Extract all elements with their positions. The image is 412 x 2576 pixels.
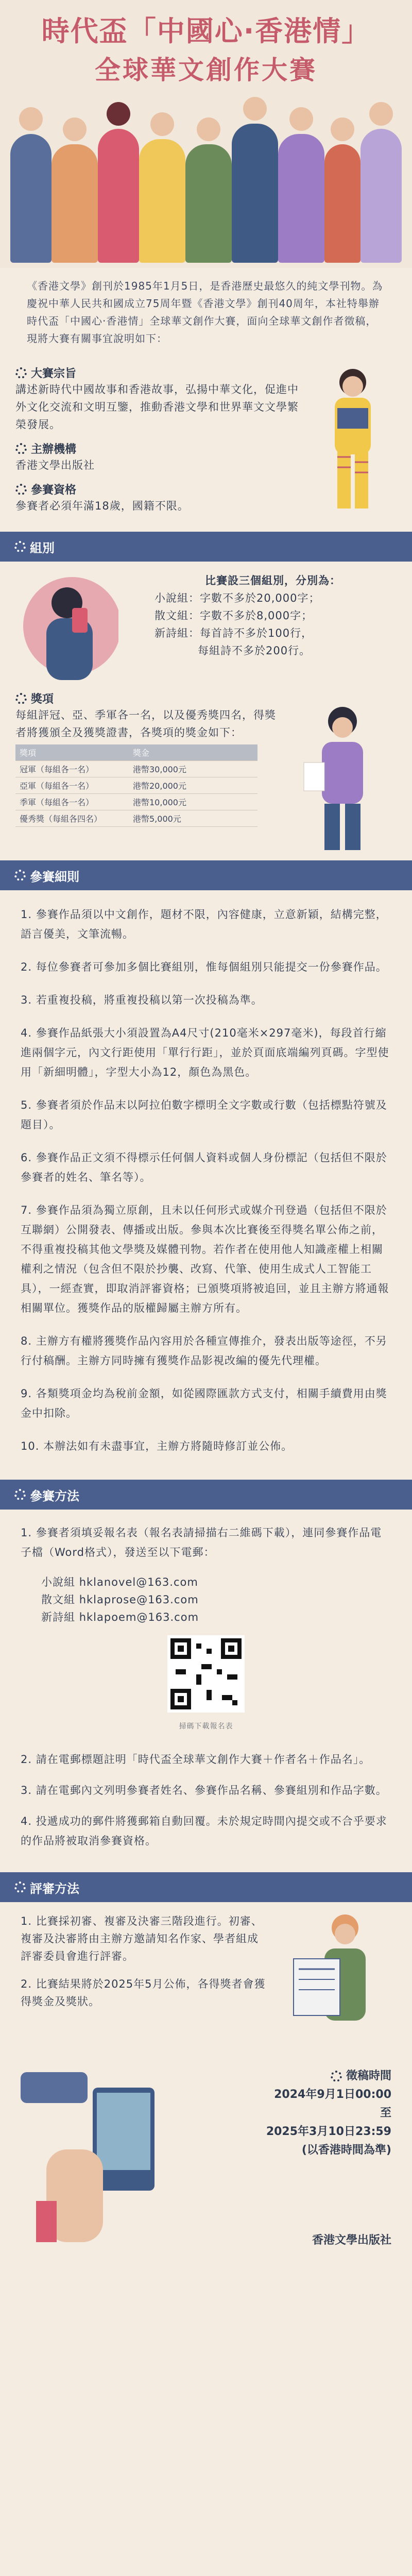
organizer-heading: 主辦機構 (15, 440, 304, 456)
judging-heading: 評審方法 (0, 1872, 412, 1902)
hand-book-illustration (15, 2067, 160, 2247)
deadline-heading: 徵稿時間 (206, 2067, 391, 2086)
hero-title: 時代盃「中國心·香港情」 (41, 15, 371, 47)
qr-code[interactable] (167, 1635, 245, 1713)
person-illustration (52, 144, 98, 263)
email-link[interactable]: hklapoem@163.com (79, 1611, 199, 1623)
email-link[interactable]: hklaprose@163.com (79, 1594, 199, 1606)
rule-item: 5. 參賽者須於作品末以阿拉伯數字標明全文字數或行數（包括標點符號及題目）。 (21, 1099, 387, 1131)
table-row: 亞軍（每組各一名） 港幣20,000元 (15, 777, 258, 794)
table-row: 優秀獎（每組各四名） 港幣5,000元 (15, 810, 258, 827)
gear-icon (331, 2071, 342, 2082)
rule-item: 8. 主辦方有權將獲獎作品內容用於各種宣傳推介，發表出版等途徑，不另行付稿酬。主辦方同時擁有獲獎作品影視改編的優先代理權。 (21, 1335, 387, 1367)
deadline-note: (以香港時間為準) (301, 2144, 391, 2157)
purpose-heading: 大賽宗旨 (15, 365, 304, 381)
awards-section (0, 690, 412, 855)
reader-illustration (309, 362, 397, 511)
eligibility-heading: 參賽資格 (15, 481, 304, 497)
category-item: 每組詩不多於200行。 (198, 645, 311, 657)
purpose-text: 講述新時代中國故事和香港故事，弘揚中華文化，促進中外文化交流和文明互鑒，推動香港文學和世界華文文學繁榮發展。 (15, 383, 299, 431)
gear-icon (15, 693, 27, 704)
submission-step: 1. 參賽者須填妥報名表（報名表請掃描右二維碼下載），連同參賽作品電子檔（Word格式），發送至以下電郵： (21, 1527, 382, 1558)
crowd-illustration (10, 93, 402, 263)
rule-item: 2. 每位參賽者可參加多個比賽組別，惟每個組別只能提交一份參賽作品。 (21, 961, 387, 973)
submission-step: 3. 請在電郵內文列明參賽者姓名、參賽作品名稱、參賽組別和作品字數。 (21, 1784, 387, 1797)
qr-code-icon (170, 1638, 242, 1709)
gear-icon (14, 1489, 26, 1500)
deadline-start: 2024年9月1日00:00 (274, 2088, 391, 2101)
rule-item: 3. 若重複投稿，將重複投稿以第一次投稿為準。 (21, 994, 263, 1006)
rules-heading: 參賽細則 (0, 860, 412, 890)
person-illustration (10, 134, 52, 263)
table-row: 季軍（每組各一名） 港幣10,000元 (15, 794, 258, 810)
judging-item: 1. 比賽採初審、複審及決審三階段進行。初審、複審及決審將由主辦方邀請知名作家、學者組成評審委員會進行評審。 (21, 1915, 263, 1962)
person-illustration (232, 124, 278, 263)
awards-table (15, 744, 258, 827)
person-illustration (278, 134, 324, 263)
gear-icon (14, 1882, 26, 1893)
awards-text: 每組評冠、亞、季軍各一名，以及優秀獎四名，得獎者將獲頒全及獲獎證書，各獎項的獎金如下： (15, 709, 276, 739)
rule-item: 10. 本辦法如有未盡事宜，主辦方將隨時修訂並公佈。 (21, 1440, 293, 1452)
qr-caption: 掃碼下載報名表 (179, 1722, 233, 1731)
submission-step: 2. 請在電郵標題註明「時代盃全球華文創作大賽＋作者名＋作品名」。 (21, 1753, 371, 1766)
organizer-text: 香港文學出版社 (15, 459, 95, 471)
categories-lead: 比賽設三個組別，分別為： (205, 574, 341, 587)
intro-paragraph: 《香港文學》創刊於1985年1月5日，是香港歷史最悠久的純文學刊物。為慶祝中華人民共和國成立75周年暨《香港文學》創刊40周年，本社特舉辦時代盃「中國心·香港情」全球華文創作大賽，面向全球華文創作者徵稿，現將大賽有關事宜說明如下： (27, 280, 383, 345)
person-illustration (324, 144, 360, 263)
info-block (0, 357, 412, 511)
email-list (41, 1573, 391, 1626)
deadline-to: 至 (380, 2107, 391, 2120)
gear-icon (15, 484, 27, 495)
awards-heading: 獎項 (15, 690, 283, 706)
hero-banner (0, 0, 412, 268)
footer-org: 香港文學出版社 (312, 2234, 391, 2247)
rule-item: 7. 參賽作品須為獨立原創，且未以任何形式或媒介刊登過（包括但不限於互聯網）公開發表、傳播或出版。參與本次比賽後至得獎名單公佈之前，不得重複投稿其他文學獎及媒體刊物。若作者在使用他人知識產權上相關權利之情況（包含但不限於抄襲、改寫、代筆、使用生成式人工智能工具），一經查實，即取消評審資格；已頒獎項將被追回，並且主辦方將通報相關單位。獲獎作品的版權歸屬主辦方所有。 (21, 1204, 389, 1314)
submission-heading: 參賽方法 (0, 1480, 412, 1510)
judging-section (0, 1872, 412, 2057)
rule-item: 4. 參賽作品紙張大小須設置為A4尺寸(210毫米×297毫米)，每段首行縮進兩個字元，內文行距使用「單行行距」，並於頁面底端編列頁碼。字型使用「新細明體」，字型大小為12，顏色為黑色。 (21, 1027, 389, 1078)
person-illustration (139, 139, 185, 263)
email-row: 散文組 hklaprose@163.com (41, 1594, 199, 1606)
gear-icon (14, 541, 26, 552)
rule-item: 6. 參賽作品正文須不得標示任何個人資料或個人身份標記（包括但不限於參賽者的姓名、筆名等）。 (21, 1151, 387, 1183)
person-illustration (185, 144, 232, 263)
email-row: 新詩組 hklapoem@163.com (41, 1611, 199, 1623)
rules-list (0, 890, 412, 1475)
rules-section (0, 860, 412, 1475)
rule-item: 1. 參賽作品須以中文創作，題材不限，內容健康，立意新穎，結構完整，語言優美，文筆流暢。 (21, 908, 387, 940)
rule-item: 9. 各類獎項金均為稅前金額，如從國際匯款方式支付，相關手續費用由獎金中扣除。 (21, 1387, 387, 1419)
gear-icon (14, 870, 26, 881)
table-row: 冠軍（每組各一名） 港幣30,000元 (15, 761, 258, 777)
category-item: 新詩組：每首詩不多於100行， (154, 627, 313, 639)
deadline-end: 2025年3月10日23:59 (266, 2125, 391, 2138)
judging-item: 2. 比賽結果將於2025年5月公佈，各得獎者會獲得獎金及獎狀。 (21, 1978, 266, 2008)
writer-illustration (294, 701, 391, 850)
submission-section (0, 1480, 412, 1867)
email-row: 小說組 hklanovel@163.com (41, 1576, 198, 1588)
category-item: 小說組：字數不多於20,000字； (154, 592, 320, 604)
news-reader-illustration (288, 1907, 391, 2046)
submission-step: 4. 投遞成功的郵件將獲郵箱自動回覆。未於規定時間內提交或不合乎要求的作品將被取消參賽資格。 (21, 1815, 387, 1847)
eligibility-text: 參賽者必須年滿18歲，國籍不限。 (15, 500, 189, 512)
categories-heading: 組別 (0, 532, 412, 562)
category-item: 散文組：字數不多於8,000字； (154, 609, 313, 622)
deadline-section (0, 2057, 412, 2252)
phone-reader-illustration (15, 567, 118, 685)
person-illustration (98, 129, 139, 263)
email-link[interactable]: hklanovel@163.com (79, 1576, 198, 1588)
table-header-row: 獎項 獎金 (15, 744, 258, 761)
gear-icon (15, 367, 27, 379)
gear-icon (15, 443, 27, 454)
categories-section (0, 532, 412, 690)
person-illustration (360, 129, 402, 263)
hero-subtitle: 全球華文創作大賽 (95, 55, 317, 85)
